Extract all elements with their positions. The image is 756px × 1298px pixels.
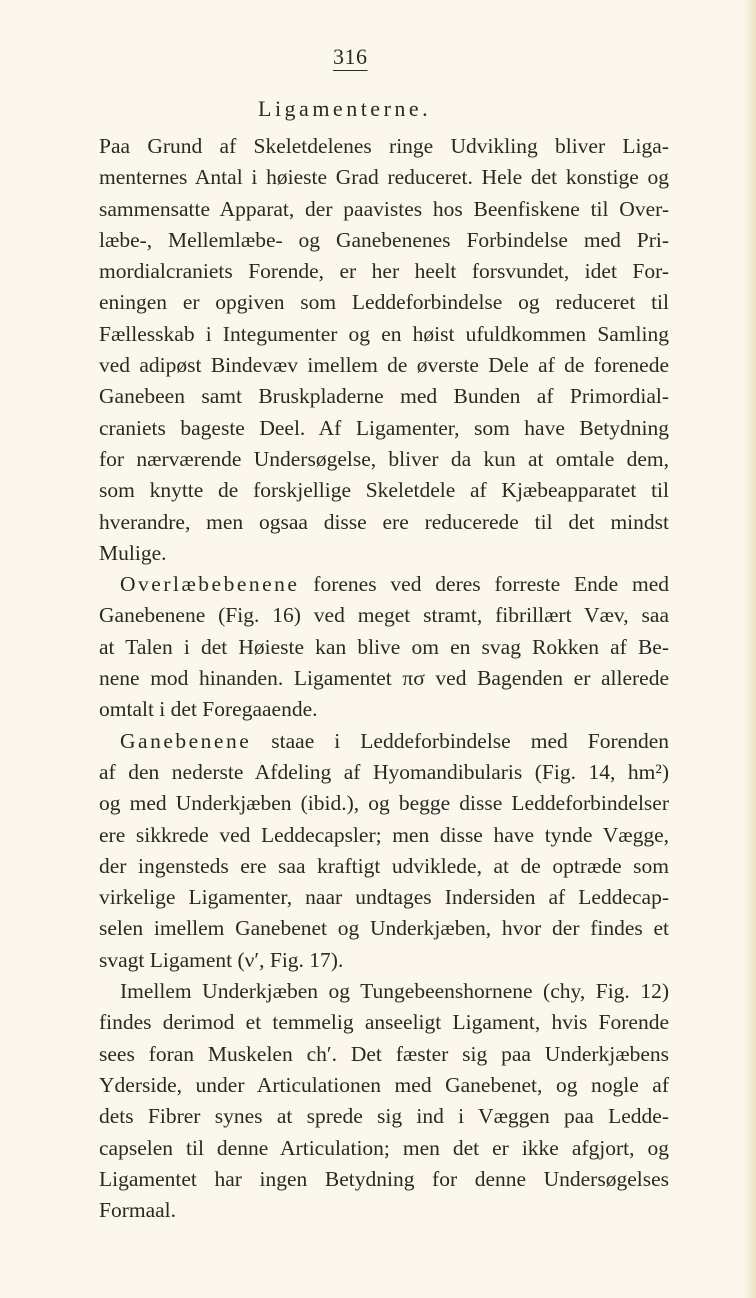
text-line <box>99 757 669 788</box>
text-line-content: af den nederste Afdeling af Hyomandibularis (Fig. 14, hm²) <box>99 759 669 784</box>
text-line <box>99 1195 669 1226</box>
text-line <box>99 976 669 1007</box>
text-line <box>99 1039 669 1070</box>
page-edge <box>742 0 756 1298</box>
section-title: Ligamenterne. <box>258 96 432 121</box>
text-line-content: ved adipøst Bindevæv imellem de øverste Dele af de forenede <box>99 353 669 378</box>
text-line <box>99 225 669 256</box>
text-line-content: dets Fibrer synes at sprede sig ind i Væggen paa Ledde- <box>99 1104 669 1129</box>
body-text <box>99 131 669 1226</box>
text-line-content: eningen er opgiven som Leddeforbindelse og reduceret til <box>99 290 669 315</box>
text-line-content: at Talen i det Høieste kan blive om en svag Rokken af Be- <box>99 634 669 659</box>
paragraph-lead-term: Overlæbebenene <box>120 572 300 597</box>
text-line <box>99 287 669 318</box>
text-line-content: sees foran Muskelen ch′. Det fæster sig paa Underkjæbens <box>99 1041 669 1066</box>
text-line-content: staae i Leddeforbindelse med Forenden <box>251 728 669 753</box>
text-line <box>99 820 669 851</box>
text-line-content: svagt Ligament (ν′, Fig. 17). <box>99 947 344 972</box>
text-line <box>99 131 669 162</box>
text-line-content: sammensatte Apparat, der paavistes hos Beenfiskene til Over- <box>99 196 669 221</box>
paragraph-lead-term: Ganebenene <box>120 728 252 753</box>
page-number: 316 <box>333 44 368 69</box>
text-line-content: Formaal. <box>99 1198 177 1223</box>
text-line <box>99 538 669 569</box>
text-line <box>99 162 669 193</box>
text-line <box>99 194 669 225</box>
text-line-content: craniets bageste Deel. Af Ligamenter, som have Betydning <box>99 415 669 440</box>
text-line <box>99 726 669 757</box>
text-line-content: som knytte de forskjellige Skeletdele af Kjæbeapparatet til <box>99 478 669 503</box>
text-line-content: Fællesskab i Integumenter og en høist ufuldkommen Samling <box>99 321 669 346</box>
text-line <box>99 913 669 944</box>
text-line-content: virkelige Ligamenter, naar undtages Indersiden af Leddecap- <box>99 885 669 910</box>
text-line <box>99 1007 669 1038</box>
text-line <box>99 350 669 381</box>
text-line <box>99 882 669 913</box>
text-line-content: og med Underkjæben (ibid.), og begge disse Leddeforbindelser <box>99 791 669 816</box>
text-line-content: findes derimod et temmelig anseeligt Ligament, hvis Forende <box>99 1010 669 1035</box>
text-line <box>99 851 669 882</box>
text-line <box>99 600 669 631</box>
text-line <box>99 1133 669 1164</box>
text-line <box>99 413 669 444</box>
text-line <box>99 444 669 475</box>
text-line-content: Ganebeen samt Bruskpladerne med Bunden af Primordial- <box>99 384 669 409</box>
text-line <box>99 945 669 976</box>
text-line-content: selen imellem Ganebenet og Underkjæben, hvor der findes et <box>99 916 669 941</box>
text-line-content: capselen til denne Articulation; men det er ikke afgjort, og <box>99 1135 669 1160</box>
text-line <box>99 632 669 663</box>
text-line-content: for nærværende Undersøgelse, bliver da kun at omtale dem, <box>99 446 669 471</box>
text-line <box>99 1164 669 1195</box>
text-line-content: omtalt i det Foregaaende. <box>99 697 318 722</box>
text-line <box>99 507 669 538</box>
text-line-content: Yderside, under Articulationen med Ganebenet, og nogle af <box>99 1072 669 1097</box>
text-line <box>99 319 669 350</box>
text-line-content: hverandre, men ogsaa disse ere reducerede til det mindst <box>99 509 669 534</box>
text-line-content: læbe-, Mellemlæbe- og Ganebenenes Forbindelse med Pri- <box>99 227 669 252</box>
text-line <box>99 381 669 412</box>
text-line-content: der ingensteds ere saa kraftigt udviklede, at de optræde som <box>99 853 669 878</box>
text-line-content: Ganebenene (Fig. 16) ved meget stramt, fibrillært Væv, saa <box>99 603 669 628</box>
text-line-content: Mulige. <box>99 540 167 565</box>
text-line <box>99 694 669 725</box>
text-line-content: forenes ved deres forreste Ende med <box>299 572 669 597</box>
text-line-content: Paa Grund af Skeletdelenes ringe Udvikling bliver Liga- <box>99 134 669 158</box>
text-line-content: mordialcraniets Forende, er her heelt forsvundet, idet For- <box>99 259 669 284</box>
text-line <box>99 475 669 506</box>
text-line <box>99 1070 669 1101</box>
text-line-content: menternes Antal i høieste Grad reduceret. Hele det konstige og <box>99 165 669 190</box>
text-line-content: ere sikkrede ved Leddecapsler; men disse have tynde Vægge, <box>99 822 669 847</box>
text-line <box>99 788 669 819</box>
text-line <box>99 663 669 694</box>
text-line <box>99 256 669 287</box>
text-line <box>99 569 669 600</box>
text-line-content: Ligamentet har ingen Betydning for denne Undersøgelses <box>99 1166 669 1191</box>
text-line-content: nene mod hinanden. Ligamentet πσ ved Bagenden er allerede <box>99 666 669 691</box>
text-line-content: Imellem Underkjæben og Tungebeenshornene (chy, Fig. 12) <box>120 979 669 1004</box>
text-line <box>99 1101 669 1132</box>
